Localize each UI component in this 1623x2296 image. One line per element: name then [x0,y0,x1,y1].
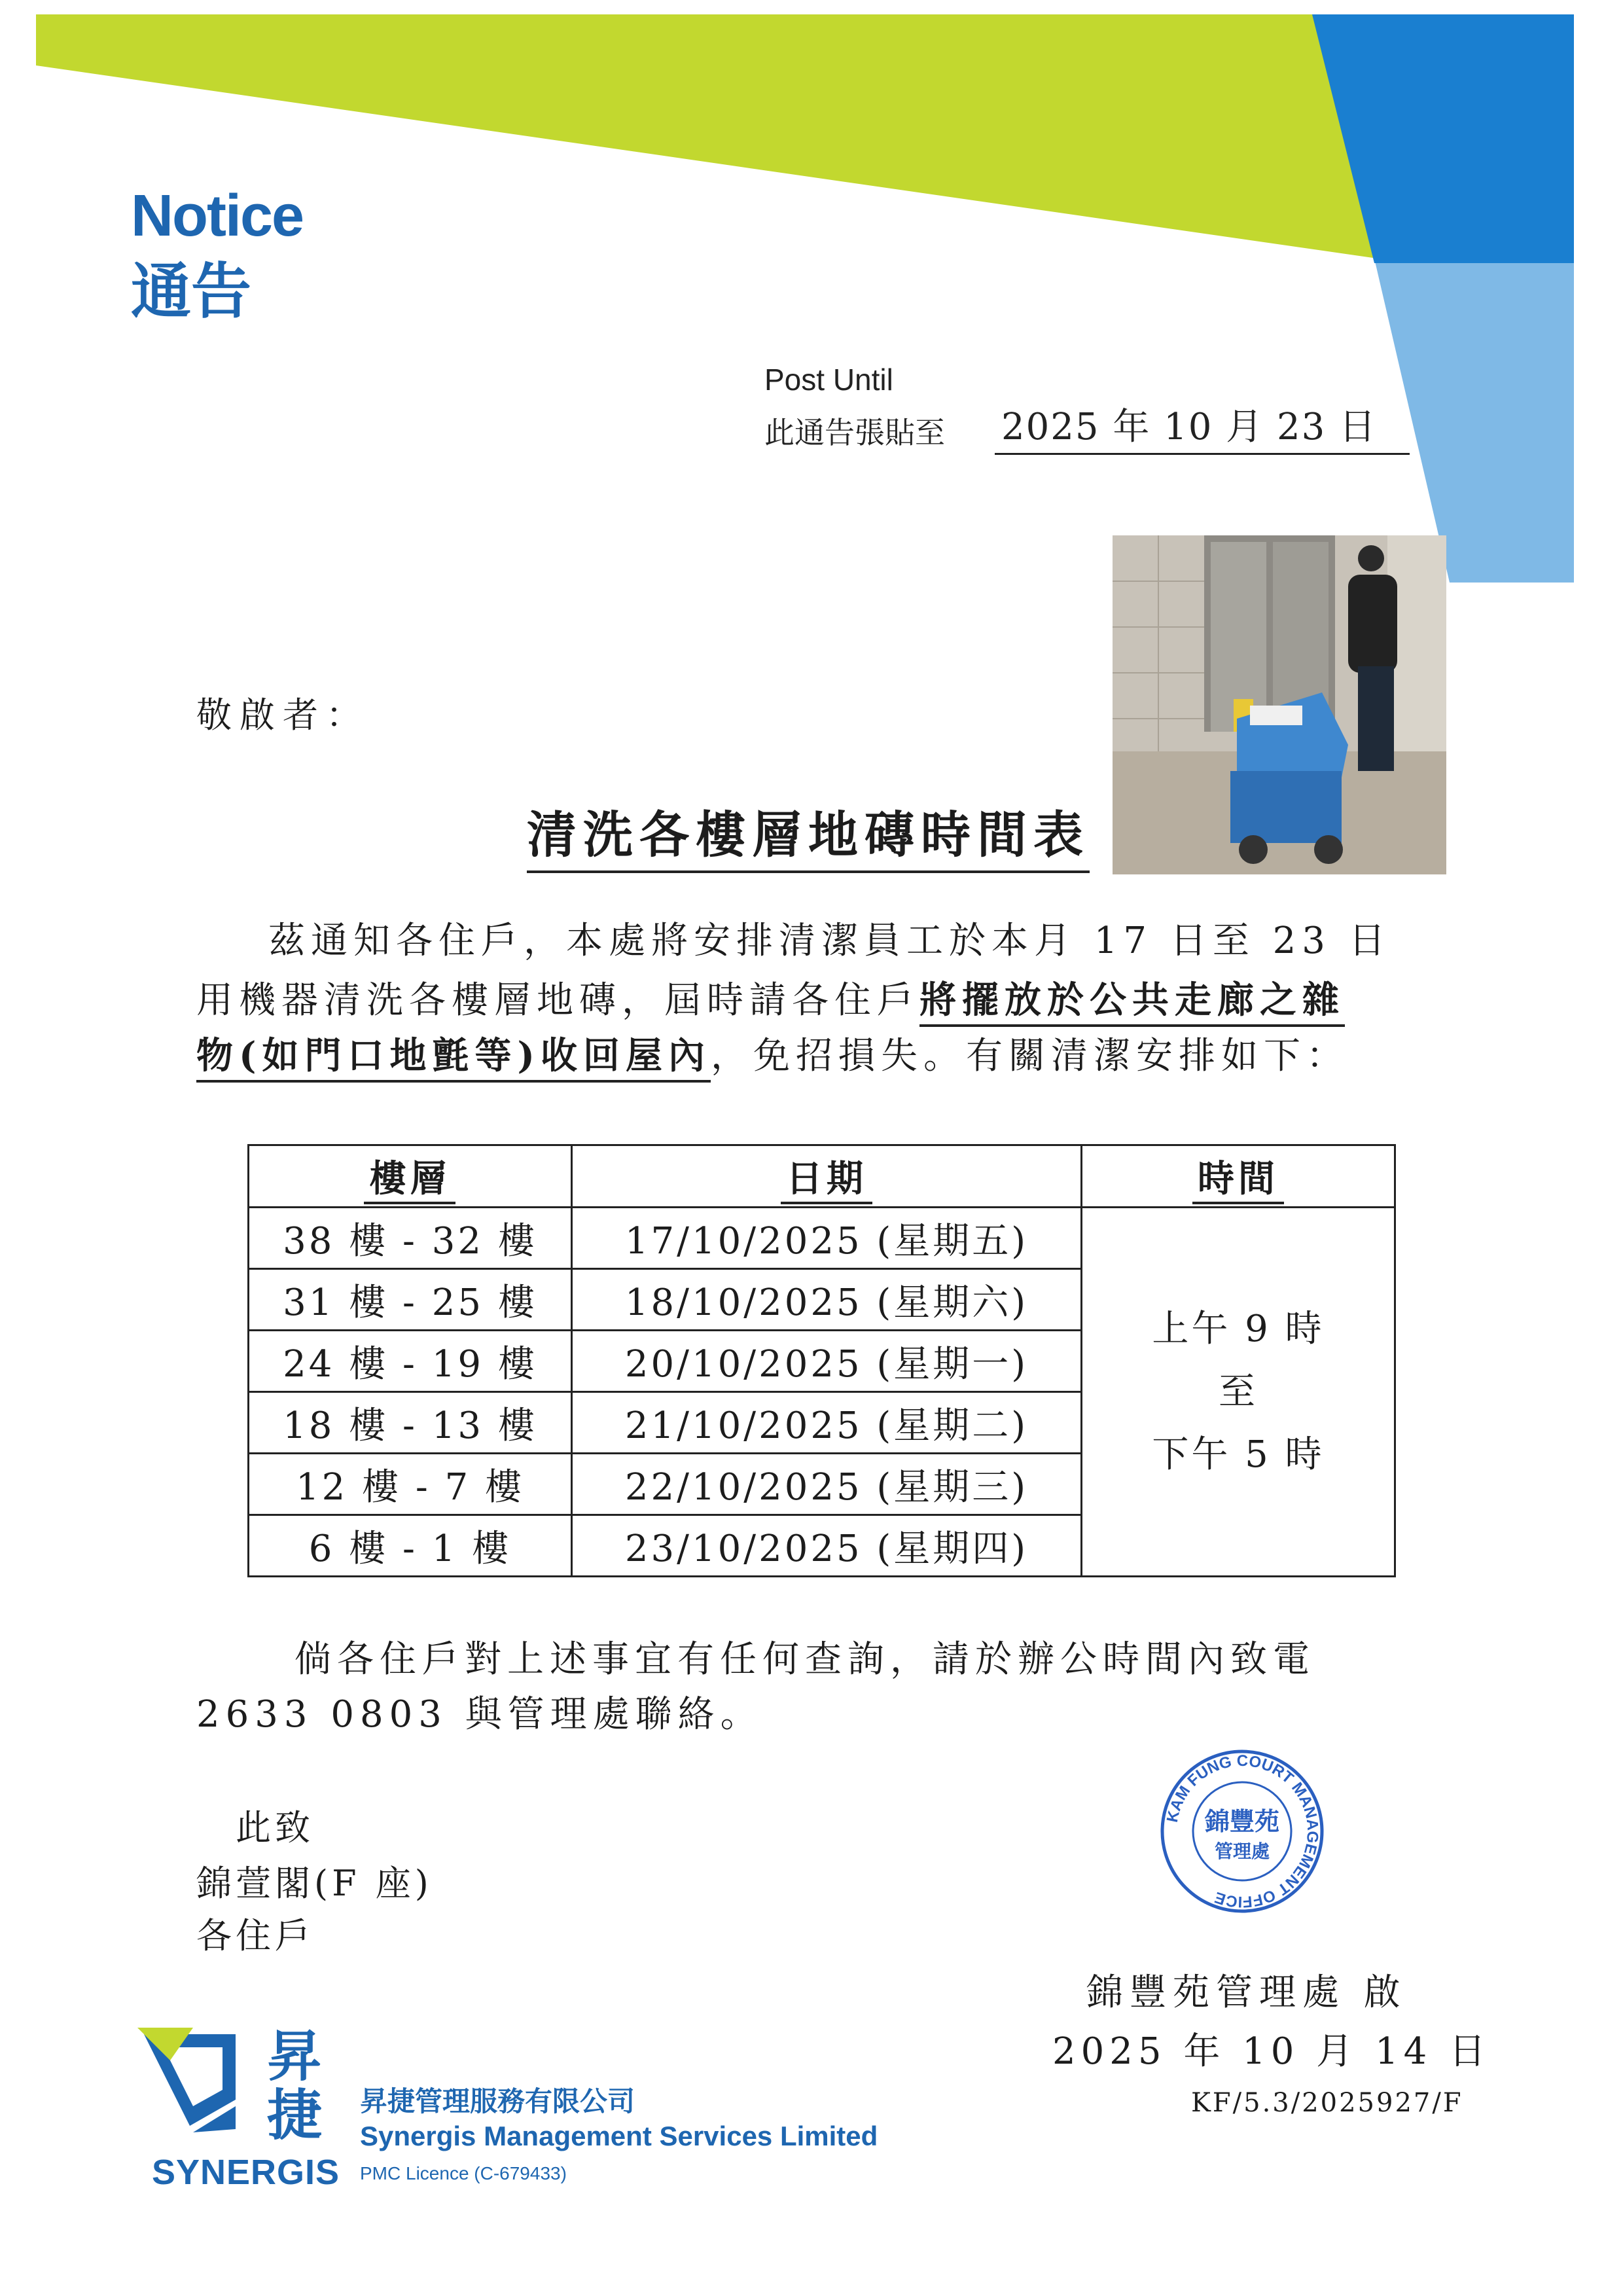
closing-line-1: 此致 [236,1807,314,1848]
logo-wordmark: SYNERGIS [152,2153,340,2192]
date-cell: 17/10/2025 (星期五) [571,1208,1081,1269]
company-name-zh: 昇捷管理服務有限公司 [360,2085,635,2117]
header-floor [249,1145,572,1208]
signature-department: 錦豐苑管理處 啟 [1086,1971,1407,2014]
floor-cell: 38 樓 - 32 樓 [249,1208,572,1269]
notice-title-zh: 通告 [131,257,252,327]
closing-recipient: 錦萱閣(F 座) [196,1863,433,1904]
time-end: 下午 5 時 [1152,1433,1325,1476]
logo-char-1: 昇 [267,2024,323,2089]
company-licence: PMC Licence (C-679433) [360,2163,567,2183]
date-cell: 18/10/2025 (星期六) [571,1269,1081,1331]
body-line-2-text: 用機器清洗各樓層地磚，屆時請各住戶 [196,979,919,1022]
stamp-center-office: 管理處 [1214,1840,1270,1862]
time-to: 至 [1218,1370,1258,1413]
floor-cell: 18 樓 - 13 樓 [249,1392,572,1454]
stamp-arc-text: KAM FUNG COURT MANAGEMENT OFFICE [1163,1751,1322,1911]
body-line-2 [196,978,1345,1022]
notice-heading: 清洗各樓層地磚時間表 [527,795,1090,873]
time-start: 上午 9 時 [1152,1307,1325,1350]
management-office-stamp [1157,1746,1327,1916]
floor-cell: 12 樓 - 7 樓 [249,1454,572,1515]
post-until-label-en: Post Until [764,363,893,397]
floor-cell: 24 樓 - 19 樓 [249,1331,572,1392]
synergis-logo-icon [131,2021,262,2145]
header-date [571,1145,1081,1208]
body-line-3-text: ，免招損失。有關清潔安排如下： [711,1035,1349,1077]
post-until-date: 2025 年 10 月 23 日 [995,398,1410,455]
date-cell: 20/10/2025 (星期一) [571,1331,1081,1392]
body-emphasis-1: 將擺放於公共走廊之雜 [919,978,1345,1027]
date-cell: 23/10/2025 (星期四) [571,1515,1081,1577]
reference-code: KF/5.3/2025927/F [1191,2088,1463,2118]
schedule-table [247,1144,1396,1577]
notice-title-en: Notice [131,183,304,249]
signature-date: 2025 年 10 月 14 日 [1052,2030,1491,2073]
body-line-1: 茲通知各住戶，本處將安排清潔員工於本月 17 日至 23 日 [268,920,1391,962]
table-header-row [249,1145,1395,1208]
company-name-en: Synergis Management Services Limited [360,2121,878,2151]
header-date-label: 日期 [781,1157,872,1204]
cleaning-machine-photo [1113,535,1446,874]
floor-cell: 6 樓 - 1 樓 [249,1515,572,1577]
stamp-center-name: 錦豐苑 [1204,1807,1280,1836]
body-line-3 [196,1034,1349,1077]
logo-char-2: 捷 [267,2083,323,2147]
floor-cell: 31 樓 - 25 樓 [249,1269,572,1331]
enquiry-line-2: 2633 0803 與管理處聯絡。 [196,1693,763,1736]
date-cell: 21/10/2025 (星期二) [571,1392,1081,1454]
closing-residents: 各住戶 [196,1915,314,1956]
enquiry-line-1: 倘各住戶對上述事宜有任何查詢，請於辦公時間內致電 [294,1638,1315,1681]
header-time-label: 時間 [1192,1157,1284,1204]
post-until-label-zh: 此通告張貼至 [764,415,945,450]
body-emphasis-2: 物(如門口地氈等)收回屋內 [196,1034,711,1083]
date-cell: 22/10/2025 (星期三) [571,1454,1081,1515]
header-time [1081,1145,1395,1208]
table-row [249,1208,1395,1269]
time-cell [1081,1208,1395,1577]
header-floor-label: 樓層 [364,1157,455,1204]
salutation: 敬啟者： [196,694,369,736]
